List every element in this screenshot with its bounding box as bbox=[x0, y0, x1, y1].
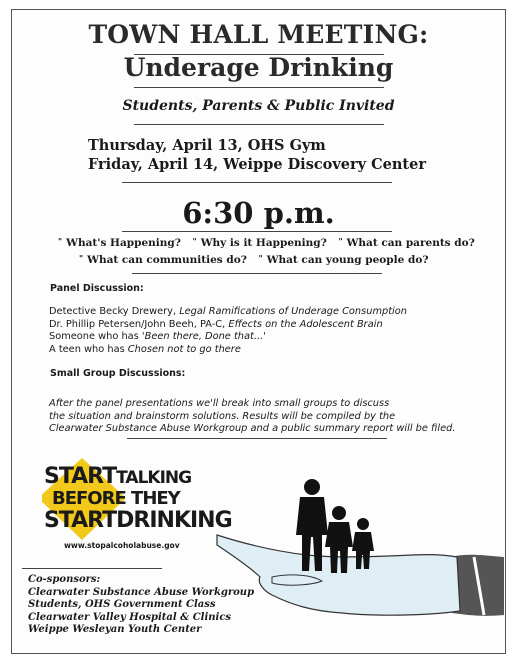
paragraph-line: After the panel presentations we'll break into small groups to discuss bbox=[49, 398, 390, 409]
title-line-1: TOWN HALL MEETING: bbox=[88, 20, 429, 49]
title-line-2: Underage Drinking bbox=[123, 53, 394, 82]
panel-suffix: ' bbox=[263, 331, 266, 342]
bullet-mark: " bbox=[258, 253, 263, 263]
panel-topic: Been there, Done that... bbox=[144, 331, 264, 342]
panel-person: Detective Becky Drewery, bbox=[49, 306, 180, 317]
divider bbox=[132, 273, 382, 274]
logo-word: TALKING bbox=[116, 468, 192, 488]
question-item: Why is it Happening? bbox=[200, 237, 327, 249]
logo-line-2: BEFORE THEY bbox=[52, 488, 180, 509]
bullet-mark: " bbox=[58, 236, 63, 246]
paragraph-line: Clearwater Substance Abuse Workgroup and a public summary report will be filed. bbox=[49, 423, 456, 434]
logo-word: START bbox=[44, 508, 117, 533]
divider bbox=[122, 182, 392, 183]
cosponsor-item: Weippe Wesleyan Youth Center bbox=[28, 624, 202, 636]
divider bbox=[122, 231, 392, 232]
divider bbox=[134, 87, 384, 88]
date-line: Friday, April 14, Weippe Discovery Center bbox=[88, 156, 426, 173]
panel-topic: Effects on the Adolescent Brain bbox=[228, 318, 383, 330]
panel-item bbox=[49, 319, 407, 332]
panel-topic: Legal Ramifications of Underage Consumption bbox=[179, 306, 407, 317]
panel-person: Dr. Phillip Petersen/John Beeh, PA-C, bbox=[49, 318, 229, 330]
logo-word: DRINKING bbox=[116, 508, 232, 533]
small-group-heading: Small Group Discussions: bbox=[50, 368, 186, 379]
cosponsors-heading: Co-sponsors: bbox=[28, 574, 101, 585]
bullet-mark: " bbox=[338, 236, 343, 246]
cosponsor-item: Clearwater Valley Hospital & Clinics bbox=[28, 611, 232, 623]
start-talking-logo bbox=[42, 458, 232, 558]
logo-url: www.stopalcoholabuse.gov bbox=[64, 541, 180, 550]
panel-topic: Chosen not to go there bbox=[127, 343, 241, 355]
logo-line-1 bbox=[44, 464, 191, 489]
divider bbox=[134, 124, 384, 125]
question-item: What can parents do? bbox=[346, 237, 475, 249]
invited-subtitle: Students, Parents & Public Invited bbox=[122, 98, 395, 114]
question-item: What can communities do? bbox=[87, 254, 247, 266]
cosponsors bbox=[28, 574, 254, 637]
panel-person: A teen who has bbox=[49, 343, 128, 355]
cosponsor-item: Clearwater Substance Abuse Workgroup bbox=[28, 586, 255, 598]
divider bbox=[22, 568, 162, 569]
panel-item bbox=[49, 306, 407, 319]
bullet-mark: " bbox=[79, 253, 84, 263]
question-item: What's Happening? bbox=[66, 237, 181, 249]
question-item: What can young people do? bbox=[266, 254, 429, 266]
panel-person: Someone who has ' bbox=[49, 331, 145, 342]
meeting-dates bbox=[88, 136, 426, 174]
small-group-text bbox=[49, 398, 499, 436]
logo-line-3 bbox=[44, 508, 232, 533]
divider bbox=[127, 438, 387, 439]
flyer-page bbox=[11, 9, 506, 654]
panel-heading: Panel Discussion: bbox=[50, 283, 144, 294]
questions-row-1 bbox=[46, 234, 476, 268]
cosponsor-item: Students, OHS Government Class bbox=[28, 599, 216, 611]
hand-family-illustration bbox=[212, 465, 505, 625]
date-line: Thursday, April 13, OHS Gym bbox=[88, 137, 326, 154]
bullet-mark: " bbox=[192, 236, 197, 246]
logo-word: START bbox=[44, 464, 117, 489]
panel-item bbox=[49, 331, 407, 344]
panel-item bbox=[49, 344, 407, 357]
panel-list bbox=[49, 306, 407, 356]
meeting-time: 6:30 p.m. bbox=[182, 196, 335, 230]
paragraph-line: the situation and brainstorm solutions. Results will be compiled by the bbox=[49, 410, 396, 422]
